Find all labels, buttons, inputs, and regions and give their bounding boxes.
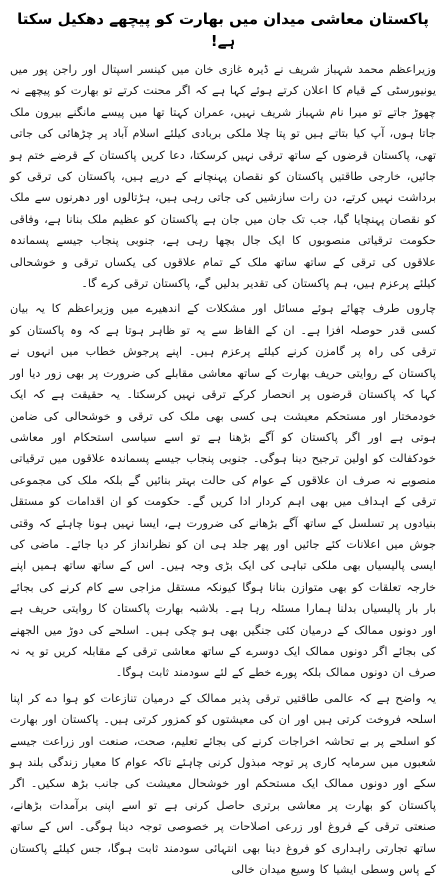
article-paragraph-2: چاروں طرف چھائے ہوئے مسائل اور مشکلات کے اندھیرے میں وزیراعظم کا یہ بیان کسی قدر حوصلہ افزا ہے۔ ان کے الفاظ سے یہ تو ظاہر ہوتا ہے کہ وہ پاکستان کو ترقی کی راہ پر گامزن کرنے کیلئے پرعزم ہیں۔ اپنے پرجوش خطاب میں انہوں نے پاکستان کے روایتی حریف بھارت کے ساتھ معاشی مقابلے کی ضرورت پر بھی زور دیا اور کہا کہ پاکستان قرضوں پر انحصار کرکے ترقی نہیں کرسکتا۔ یہ حقیقت ہے کہ ایک خودمختار اور مستحکم معیشت ہی کسی بھی ملک کی ترقی و خوشحالی کی ضامن ہوتی ہے اور اگر پاکستان کو آگے بڑھنا ہے تو اسے سیاسی استحکام اور معاشی خودکفالت کو اولین ترجیح دینا ہوگی۔ جنوبی پنجاب جیسے پسماندہ علاقوں میں ترقیاتی منصوبے نہ صرف ان علاقوں کے عوام کی حالت بہتر بنائیں گے بلکہ ملک کی مجموعی ترقی کے اہداف میں بھی اہم کردار ادا کریں گے۔ حکومت کو ان اقدامات کو مستقل بنیادوں پر تسلسل کے ساتھ آگے بڑھانے کی ضرورت ہے، ایسا نہیں ہونا چاہئے کہ وقتی جوش میں اعلانات کئے جائیں اور پھر جلد ہی ان کو نظرانداز کر دیا جائے۔ ماضی کی ایسی پالیسیاں بھی ملکی تباہی کی ایک بڑی وجہ ہیں۔ اس کے ساتھ ساتھ ہمیں اپنے خارجہ تعلقات کو بھی متوازن بنانا ہوگا کیونکہ مستقل مزاجی سے کام کرنے کی بجائے بار بار پالیسیاں بدلنا ہمارا مسئلہ رہا ہے۔ بلاشبہ بھارت پاکستان کا روایتی حریف ہے اور دونوں ممالک کے درمیان کئی جنگیں بھی ہو چکی ہیں۔ اسلحے کی دوڑ میں الجھنے کی بجائے اگر دونوں ممالک ایک دوسرے کے ساتھ معاشی ترقی کے مقابلہ کریں تو یہ نہ صرف ان دونوں ممالک بلکہ پورے خطے کے لئے سودمند ثابت ہوگا۔ [10,302,436,680]
article-headline: پاکستان معاشی میدان میں بھارت کو پیچھے دھکیل سکتا ہے! [17,10,429,50]
article-body [10,59,436,880]
article-paragraph-1: وزیراعظم محمد شہباز شریف نے ڈیرہ غازی خان میں کینسر اسپتال اور راجن پور میں یونیورسٹی کے قیام کا اعلان کرتے ہوئے کہا ہے کہ اگر محنت کرتے تو بھارت کو پیچھے نہ چھوڑ جاتے تو میرا نام شہباز شریف نہیں، عمران کہتا تھا میں پیسے مانگنے بیرون ملک جاتا ہوں، آپ کیا بتاتے ہیں تو پتا چلا ملکی بربادی کیلئے اسلام آباد پر چڑھائی کی جاتی تھی، پاکستان قرضوں کے ساتھ ترقی نہیں کرسکتا، دعا کریں پاکستان کے قرضے ختم ہو جائیں، خارجی طاقتیں پاکستان کو نقصان پہنچانے کے درپے ہیں، پاکستان کی ترقی کو برداشت نہیں کرتے، دن رات سازشیں کی جاتی رہی ہیں، ہڑتالوں اور دھرنوں سے ملک کو نقصان پہنچایا گیا، جب تک جان میں جان ہے پاکستان کو عظیم ملک بنانا ہے، وفاقی حکومت ترقیاتی منصوبوں کا ایک جال بچھا رہی ہے، جنوبی پنجاب جیسے پسماندہ علاقوں کی ترقی کے ساتھ ساتھ ملک کے تمام علاقوں کی یکساں ترقی و خوشحالی کیلئے پرعزم ہیں، ہم پاکستان کی تقدیر بدلیں گے، پاکستان ترقی کرے گا۔ [10,63,436,291]
article-paragraph-3: یہ واضح ہے کہ عالمی طاقتیں ترقی پذیر ممالک کے درمیان تنازعات کو ہوا دے کر اپنا اسلحہ فروخت کرتی ہیں اور ان کی معیشتوں کو کمزور کرتی ہیں۔ پاکستان اور بھارت کو اسلحے پر بے تحاشہ اخراجات کرنے کی بجائے تعلیم، صحت، صنعت اور زراعت جیسے شعبوں میں سرمایہ کاری پر توجہ مبذول کرنی چاہئے تاکہ عوام کا معیار زندگی بلند ہو سکے اور دونوں ممالک ایک مستحکم اور خوشحال معیشت کی جانب بڑھ سکیں۔ اگر پاکستان کو بھارت پر معاشی برتری حاصل کرنی ہے تو اسے اپنی برآمدات بڑھانے، صنعتی ترقی کے فروغ اور زرعی اصلاحات پر خصوصی توجہ دینا ہوگی۔ اس کے ساتھ ساتھ تجارتی راہداری کو فروغ دینا بھی انتہائی سودمند ثابت ہوگا، جس کیلئے پاکستان کے پاس وسطی ایشیا کا وسیع میدان خالی [10,691,436,877]
